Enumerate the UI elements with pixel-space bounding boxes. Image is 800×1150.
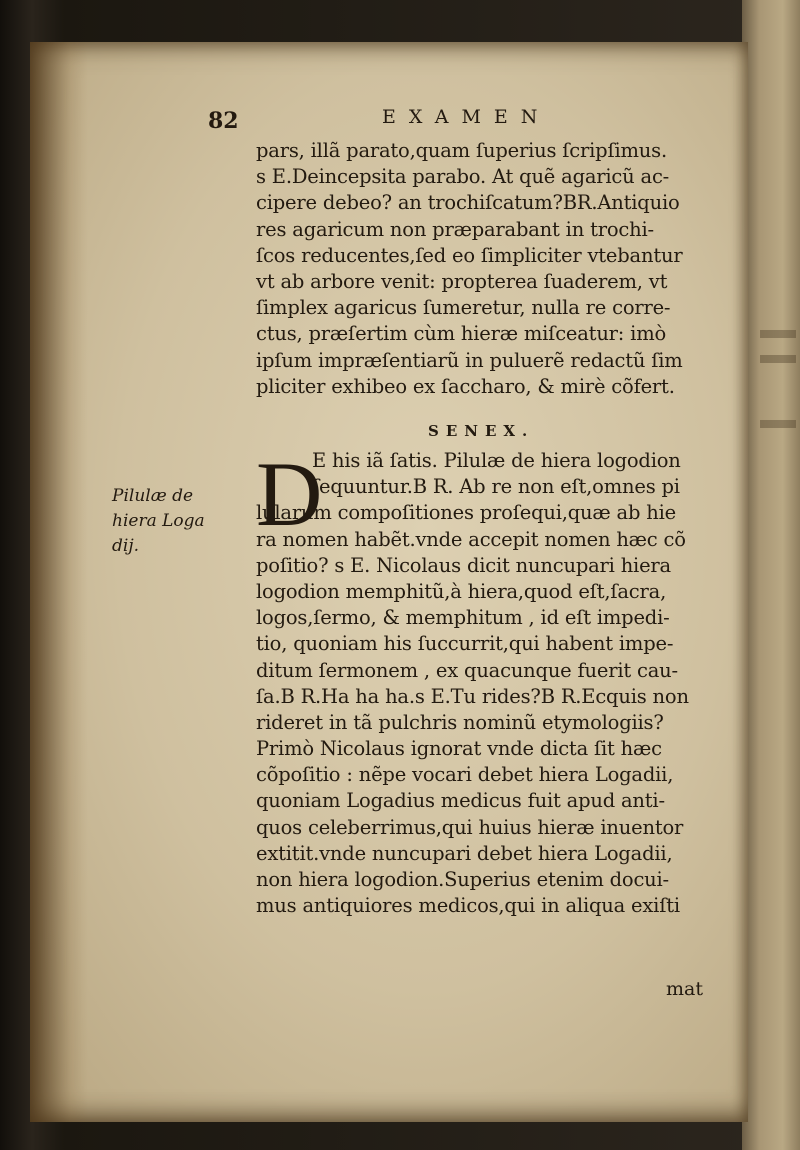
drop-cap: D: [256, 443, 323, 545]
facing-page-ink-trace: [760, 355, 796, 363]
text-line: mus antiquiores medicos,qui in aliqua exiſti: [256, 894, 680, 918]
text-line: res agaricum non præparabant in trochi-: [256, 217, 654, 241]
text-line: s E.Deincepsita parabo. At quẽ agaricũ ac-: [256, 165, 670, 189]
page-number: 82: [208, 108, 239, 134]
text-line: logodion memphitũ,à hiera,quod eſt,ſacra,: [256, 579, 667, 603]
margin-note-line: hiera Loga: [112, 511, 205, 531]
text-line: tio, quoniam his ſuccurrit,qui habent impe-: [256, 632, 674, 656]
page-gutter-shadow: [30, 42, 88, 1122]
margin-note-line: dij.: [112, 536, 139, 556]
running-head: EXAMEN: [382, 106, 551, 128]
text-line: ſequuntur.B R. Ab re non eſt,omnes pi: [312, 475, 680, 499]
section-heading: SENEX.: [428, 422, 535, 440]
text-line: logos,ſermo, & memphitum , id eſt impedi-: [256, 606, 670, 630]
text-line: pars, illã parato,quam ſuperius ſcripſimus.: [256, 139, 667, 162]
text-line: rideret in tã pulchris nominũ etymologiis?: [256, 710, 664, 734]
text-block-bottom: [256, 443, 726, 919]
text-line: quoniam Logadius medicus fuit apud anti-: [256, 789, 665, 813]
text-line: pliciter exhibeo ex ſaccharo, & mirè cõfert.: [256, 374, 675, 398]
text-line: vt ab arbore venit: propterea ſuaderem, vt: [256, 269, 668, 293]
text-line: ſa.B R.Ha ha ha.s E.Tu rides?B R.Ecquis non: [256, 684, 689, 708]
text-line: ſimplex agaricus ſumeretur, nulla re corre-: [256, 296, 671, 320]
facing-page-ink-trace: [760, 420, 796, 428]
text-line: ipſum impræſentiarũ in puluerẽ redactũ ſim: [256, 348, 683, 372]
text-line: ctus, præſertim cùm hieræ miſceatur: imò: [256, 322, 667, 346]
text-line: E his iã ſatis. Pilulæ de hiera logodion: [312, 449, 681, 472]
margin-note-line: Pilulæ de: [112, 486, 194, 506]
text-line: ſcos reducentes,ſed eo ſimpliciter vtebantur: [256, 243, 683, 267]
text-line: poſitio? s E. Nicolaus dicit nuncupari hiera: [256, 553, 671, 577]
text-line: quos celeberrimus,qui huius hieræ inuentor: [256, 815, 684, 839]
catchword: mat: [666, 978, 703, 1000]
text-line: Primò Nicolaus ignorat vnde dicta ſit hæc: [256, 737, 662, 761]
text-block-top: [256, 138, 726, 400]
text-line: lularum compoſitiones proſequi,quæ ab hie: [256, 501, 676, 525]
text-line: non hiera logodion.Superius etenim docui-: [256, 868, 669, 891]
text-line: cipere debeo? an trochiſcatum?BR.Antiquio: [256, 191, 680, 215]
facing-page-ink-trace: [760, 330, 796, 338]
facing-page-edge: [742, 0, 800, 1150]
margin-note: [112, 484, 262, 559]
text-line: ra nomen habẽt.vnde accepit nomen hæc cõ: [256, 527, 686, 551]
text-line: extitit.vnde nuncupari debet hiera Logadii,: [256, 841, 673, 865]
text-line: cõpoſitio : nẽpe vocari debet hiera Logadii,: [256, 763, 674, 787]
text-line: ditum ſermonem , ex quacunque fuerit cau-: [256, 658, 678, 682]
